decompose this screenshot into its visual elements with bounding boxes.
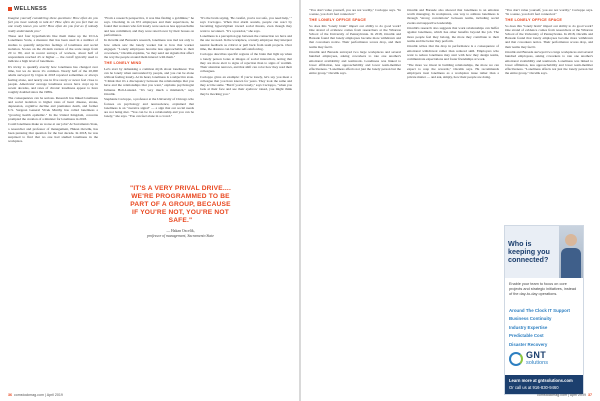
body-paragraph: Loneliness is a perception gap between the connection we have and the one we need. In the workplace, a lonely employee may interpret neutral feedback as critical or pull back from team projects. Over time, the distance can become self-reinforcing. xyxy=(200,34,292,51)
page-number: 37 xyxy=(588,393,592,397)
ad-service-item: Business Continuity xyxy=(509,316,552,322)
ad-headline: Who is keeping you connected? xyxy=(508,239,550,264)
ad-brand: GNT xyxy=(526,350,547,360)
publication-url[interactable]: comstockmag.com xyxy=(14,393,44,397)
body-paragraph: Could loneliness make us worse at our jobs? At Sacramento State, a researcher and professor of management, Hakan Ozcelik, has been pursuing that question for the last decade. In 2018, he was surprised to find that no one had studied loneliness in the workplace. xyxy=(8,122,98,144)
issue-date: April 2019 xyxy=(46,393,63,397)
body-paragraph: These and four hypotheticals like them make up the UCLA Loneliness Scale, a measure that has been used in a number of studies to quantify subjective feelings of loneliness and social isolation. Scores on the 20-item version of the scale range from 20 to 80, and in recent surveys of workers, about half of respondents reached 43 or higher — the cutoff typically used to indicate a high level of loneliness. xyxy=(8,34,98,64)
ad-phone[interactable]: Or call us at 916-830-9460 xyxy=(509,385,559,390)
body-paragraph: So does this "lonely brain" impact our ability to do good work? One strand of evidence comes from researchers at the Wharton School of the University of Pennsylvania. In 2018, Ozcelik and Barsade found that lonely employees become more withdrawn and that coworkers notice. Their performance scores drop, and their teams may feel it. xyxy=(505,23,593,49)
ad-service-item: Disaster Recovery xyxy=(509,341,548,347)
body-paragraph: "It's the brain saying, 'Be careful, you're not safe, you need help,' " says Cacioppo. When that alarm sounds, people can react by becoming hypervigilant toward social threats, even though they want to reconnect. "It's a paradox," she says. xyxy=(200,16,292,33)
body-paragraph: "You don't value yourself, you are not worthy," Cacioppo says. "In a sense, you don't feel connected." xyxy=(505,8,593,17)
body-paragraph: Cacioppo describes specific regions of the brain that light up when a lonely person looks at images of social interaction, noting that they are more alert to signs of rejection than to signs of warmth. Their attention narrows, and that shift can color how they read their colleagues. xyxy=(200,52,292,74)
ad-contact-bar xyxy=(505,375,583,394)
body-paragraph: Ozcelik and Barsade surveyed two large workplaces and several hundred employees, asking coworkers to rate one another's emotional availability and teamwork. Loneliness was linked to lower affiliation, less approachability and lower team-member effectiveness. "Loneliness affects not just the lonely person but the entire group," Ozcelik says. xyxy=(309,50,401,76)
body-paragraph: Ozcelik writes that the drop in performance is a consequence of emotional withdrawal rather than reduced skill. Employers who want to reduce loneliness may start with how they design teams, communicate expectations and foster friendships at work. xyxy=(407,44,499,62)
issue-date: April 2019 xyxy=(569,393,586,397)
article-column-5 xyxy=(407,8,499,81)
body-paragraph: "From a research perspective, it was like finding a goldmine," he says. Checking in on 672 employees and their supervisors, he found that workers who felt lonely were seen as less approachable and less committed, and they were rated lower by their bosses on performance. xyxy=(104,16,194,37)
ad-person-photo xyxy=(559,226,583,278)
ad-services-list xyxy=(509,307,581,349)
section-marker-icon xyxy=(8,7,12,11)
article-column-2 xyxy=(104,16,194,181)
section-label: WELLNESS xyxy=(8,6,47,12)
body-paragraph: The consequences can be serious. Research has linked loneliness and social isolation to higher rates of heart disease, stroke, depression, cognitive decline and premature death, and former U.S. Surgeon General Vivek Murthy has called loneliness a "growing health epidemic." In the United Kingdom, concerns prompted the creation of a minister for loneliness in 2018. xyxy=(8,95,98,121)
body-paragraph: Let's start by debunking a common myth about loneliness: You can be lonely when surrounded by people, and you can be alone without feeling lonely. At its heart, loneliness is a subjective state. "I think that it's a discrepancy between the relationships that you have and the relationships that you want," explains psychologist Julianne Holt-Lunstad. "It's very much a mismatch," says Ozcelik. xyxy=(104,66,194,96)
gnt-logo xyxy=(509,351,579,371)
ad-brand-sub: solutions xyxy=(526,360,549,366)
subheading: THE LONELY OFFICE SPACE xyxy=(309,18,367,23)
pull-quote-text: "IT'S A VERY PRIVAL DRIVE.... WE'RE PROGRAMMED TO BE PART OF A GROUP, BECAUSE IF YOU'RE NOT, YOU'RE NOT SAFE." xyxy=(130,185,231,224)
pull-quote-author: — Hakan Ozcelik, xyxy=(166,229,195,233)
publication-url[interactable]: comstockmag.com xyxy=(537,393,568,397)
pull-quote-role: professor of management, Sacramento State xyxy=(146,233,215,238)
article-column-1 xyxy=(8,16,98,145)
body-paragraph: Ozcelik and Barsade surveyed two large workplaces and several hundred employees, asking coworkers to rate one another's emotional availability and teamwork. Loneliness was linked to lower affiliation, less approachability and lower team-member effectiveness. "Loneliness affects not just the lonely person but the entire group," Ozcelik says. xyxy=(505,50,593,76)
right-page-footer: comstockmag.com | April 2019 37 xyxy=(537,393,592,397)
body-paragraph: Ozcelik's research also suggests that work relationships can buffer against loneliness, which has other benefits beyond the job. The more people feel they belong, the more they contribute to their teams and the better they perform. xyxy=(407,26,499,43)
left-page-footer: 36 comstockmag.com | April 2019 xyxy=(8,393,63,397)
body-paragraph: In Ozcelik and Barsade's research, loneliness was tied not only to how others saw the lonely worker but to how that worker engaged. "Lonely employees become less approachable to their coworkers," Ozcelik explains, "so they send out signals that affect the way the people around them interact with them." xyxy=(104,38,194,60)
body-paragraph: "The more we invest in building relationships, the more we can expect to reap the rewards," Ozcelik says. He recommends employers treat loneliness as a workplace issue rather than a private matter — and ask, simply, how their people are doing. xyxy=(407,62,499,80)
ad-service-item: Industry Expertise xyxy=(509,324,548,330)
body-paragraph: Cacioppo gives an example: If you're lonely, let's say you meet a colleague that you have known for years. They look the same and they act the same. "But if you're lonely," says Cacioppo, "when you look at their face and see their eyebrow raised, you might think they're mocking you." xyxy=(200,74,292,96)
subheading: THE LONELY MIND xyxy=(104,61,142,66)
body-paragraph: Ozcelik and Barsade also showed that loneliness is an emotion worth managing. In workplaces, one way to address loneliness is through "strong correlations" between teams, including social events and supportive leadership. xyxy=(407,8,499,25)
article-column-4 xyxy=(309,8,401,77)
article-column-3 xyxy=(200,16,292,97)
gnt-logo-icon xyxy=(509,352,523,366)
body-paragraph: Stephanie Cacioppo, a professor at the University of Chicago who focuses on psychology and neuroscience, explained that loneliness is an "aversive signal" — a sign that our social needs are not being met. "You can be in a relationship and you can be lonely," she says. "You can feel alone in a crowd." xyxy=(104,97,194,119)
ad-service-item: Around The Clock IT Support xyxy=(509,308,570,313)
subheading: THE LONELY OFFICE SPACE xyxy=(505,18,563,23)
body-paragraph: "You don't value yourself, you are not worthy," Cacioppo says. "In a sense, you don't feel connected." xyxy=(309,8,401,17)
ad-header xyxy=(505,226,583,278)
ad-service-item: Predictable Cost xyxy=(509,333,544,339)
left-page xyxy=(0,0,299,401)
right-page xyxy=(301,0,600,401)
ad-cta-link[interactable]: Learn more at gntsolutions.com xyxy=(509,378,573,383)
article-column-6 xyxy=(505,8,593,218)
gnt-solutions-ad[interactable] xyxy=(504,225,584,395)
body-paragraph: So does this "lonely brain" impact our ability to do good work? One strand of evidence comes from researchers at the Wharton School of the University of Pennsylvania. In 2018, Ozcelik and Barsade found that lonely employees become more withdrawn and that coworkers notice. Their performance scores drop, and their teams may feel it. xyxy=(309,23,401,49)
body-paragraph: Imagine yourself considering these questions: How often do you feel you have nobody to talk to? How often do you feel that no one really knows you well? How often do you feel as if nobody really understands you? xyxy=(8,16,98,33)
page-number: 36 xyxy=(8,393,12,397)
body-paragraph: It's tricky to quantify exactly how loneliness has changed over time, but we do know it's common. Nearly half of the 20,000 adults surveyed by Cigna in 2018 reported sometimes or always feeling alone, and nearly one in five rarely or never feel close to people. Americans' average loneliness scores have crept up in recent decades, and rates of chronic loneliness appear to have roughly doubled since the 1980s. xyxy=(8,65,98,95)
ad-lead-text: Enable your team to focus on core projects and strategic initiatives, instead of the day-to-day operations. xyxy=(509,282,577,296)
pull-quote-attribution xyxy=(128,229,233,238)
pull-quote xyxy=(128,185,233,238)
